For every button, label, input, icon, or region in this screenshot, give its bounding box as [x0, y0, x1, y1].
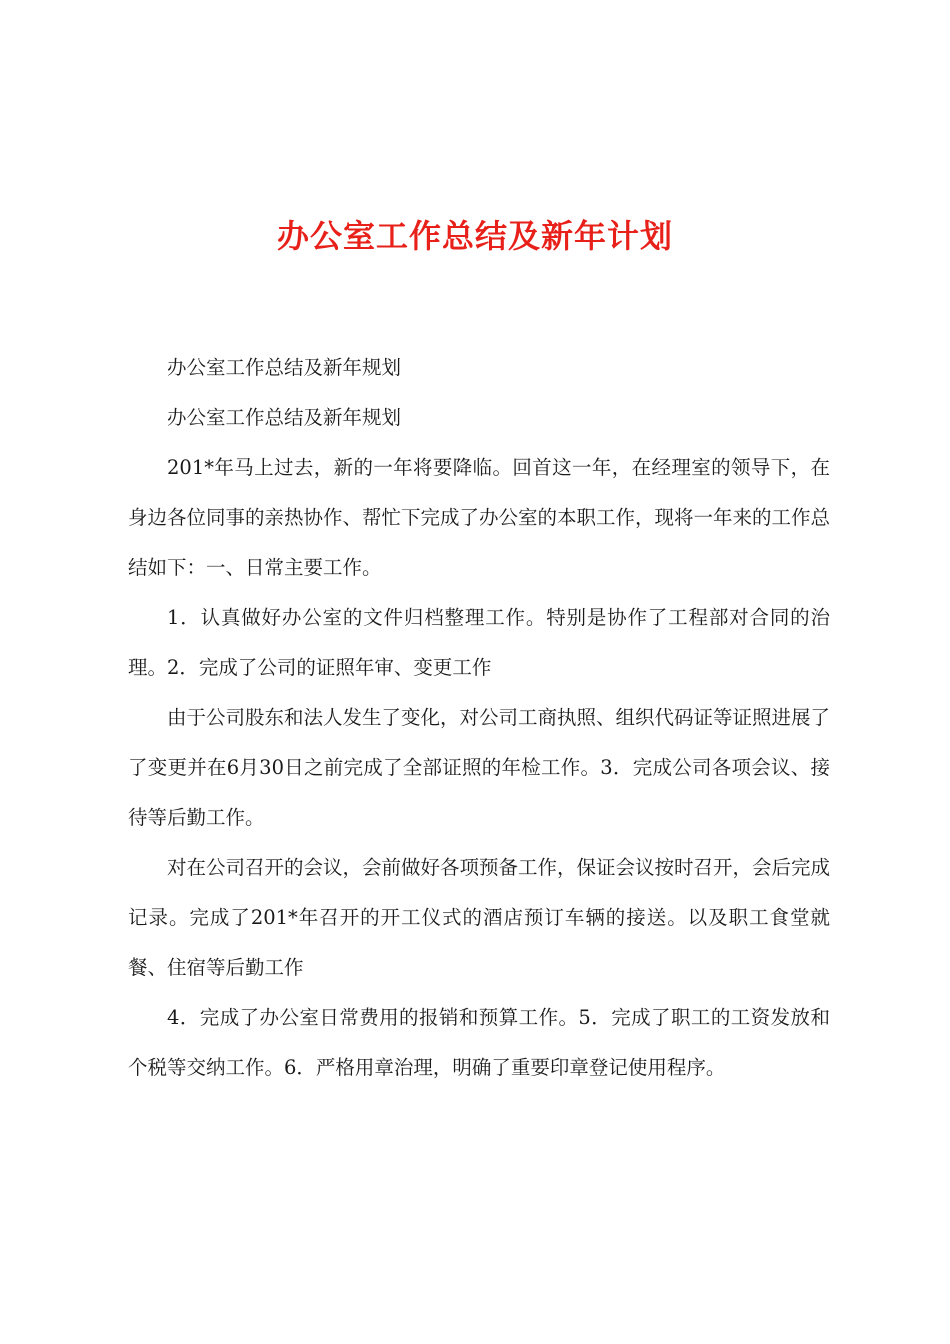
- paragraph-item-2-detail: 由于公司股东和法人发生了变化，对公司工商执照、组织代码证等证照进展了了变更并在6月30日之前完成了全部证照的年检工作。3．完成公司各项会议、接待等后勤工作。: [128, 706, 831, 829]
- paragraph-item-1-2: 1．认真做好办公室的文件归档整理工作。特别是协作了工程部对合同的治理。2．完成了公司的证照年审、变更工作: [128, 606, 830, 679]
- paragraph-intro: 201*年马上过去，新的一年将要降临。回首这一年，在经理室的领导下，在身边各位同事的亲热协作、帮忙下完成了办公室的本职工作，现将一年来的工作总结如下：一、日常主要工作。: [128, 456, 831, 579]
- paragraph-items-4-6: 4．完成了办公室日常费用的报销和预算工作。5．完成了职工的工资发放和个税等交纳工作。6．严格用章治理，明确了重要印章登记使用程序。: [128, 1006, 830, 1079]
- paragraph-subtitle-2: 办公室工作总结及新年规划: [167, 406, 402, 429]
- paragraph-item-3-detail: 对在公司召开的会议，会前做好各项预备工作，保证会议按时召开，会后完成记录。完成了201*年召开的开工仪式的酒店预订车辆的接送。以及职工食堂就餐、住宿等后勤工作: [128, 856, 831, 979]
- document-body: [128, 343, 830, 1093]
- paragraph-subtitle-1: 办公室工作总结及新年规划: [167, 356, 402, 379]
- document-title: 办公室工作总结及新年计划: [276, 217, 673, 255]
